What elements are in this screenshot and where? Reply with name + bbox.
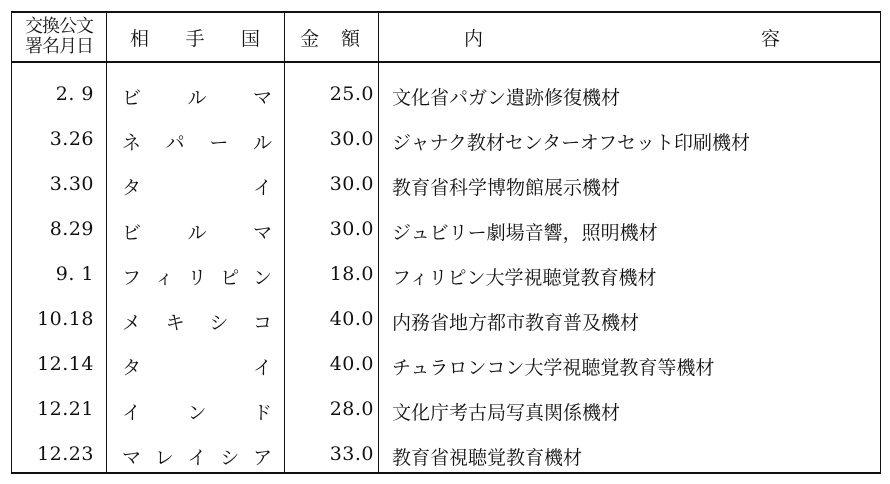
header-country	[108, 13, 284, 61]
row-country-char: マ	[122, 447, 142, 469]
header-date-line1: 交換公文	[25, 16, 93, 37]
row-country-char: ネ	[122, 132, 142, 154]
header-amount-char: 額	[340, 27, 360, 50]
table-row	[12, 116, 880, 161]
row-content: 文化庁考古局写真関係機材	[392, 402, 621, 424]
row-country-char: ビ	[122, 222, 142, 244]
row-date: 2. 9	[55, 83, 94, 105]
table-row	[12, 161, 880, 206]
row-country-char: レ	[154, 447, 174, 469]
row-amount: 40.0	[329, 353, 374, 375]
header-content	[380, 13, 880, 61]
table-row	[12, 71, 880, 116]
row-content: フィリピン大学視聴覚教育機材	[392, 267, 657, 289]
table-row	[12, 206, 880, 251]
row-country-char: フ	[122, 267, 142, 289]
header-amount-char: 金	[300, 27, 320, 50]
row-amount: 30.0	[329, 173, 374, 195]
table-row	[12, 431, 880, 476]
row-amount: 30.0	[329, 218, 374, 240]
grant-table	[11, 11, 881, 474]
row-country-char: タ	[122, 177, 142, 199]
row-country-char: ル	[252, 132, 272, 154]
header-country-char: 国	[240, 27, 260, 50]
row-country-char: タ	[122, 357, 142, 379]
header-content-char: 内	[464, 27, 484, 50]
row-content: 教育省視聴覚教育機材	[392, 447, 583, 469]
row-date: 8.29	[49, 218, 94, 240]
row-country-char: メ	[122, 312, 142, 334]
row-amount: 28.0	[329, 398, 374, 420]
row-content: ジャナク教材センターオフセット印刷機材	[392, 132, 750, 154]
header-content-char: 容	[760, 27, 780, 50]
row-content: 教育省科学博物館展示機材	[392, 177, 621, 199]
row-country-char: ピ	[220, 267, 240, 289]
table-row	[12, 251, 880, 296]
header-date	[12, 13, 106, 61]
row-country-char: イ	[252, 357, 272, 379]
row-country-char: シ	[209, 312, 229, 334]
row-country-char: ビ	[122, 87, 142, 109]
row-country-char: ン	[187, 402, 207, 424]
row-country-char: ア	[252, 447, 272, 469]
row-date: 3.30	[49, 173, 94, 195]
row-country	[122, 173, 272, 200]
row-date: 12.21	[37, 398, 94, 420]
row-amount: 40.0	[329, 308, 374, 330]
row-country-char: ー	[209, 132, 229, 154]
row-amount: 18.0	[329, 263, 374, 285]
row-country	[122, 218, 272, 245]
table-header	[12, 13, 880, 63]
row-country	[122, 83, 272, 110]
row-country-char: ル	[187, 222, 207, 244]
row-date: 10.18	[37, 308, 94, 330]
row-country-char: シ	[220, 447, 240, 469]
row-country	[122, 128, 272, 155]
row-date: 12.23	[37, 443, 94, 465]
row-content: ジュビリー劇場音響，照明機材	[392, 222, 658, 244]
row-content: 内務省地方都市教育普及機材	[392, 312, 640, 334]
row-date: 9. 1	[55, 263, 94, 285]
table-row	[12, 341, 880, 386]
row-country-char: イ	[252, 177, 272, 199]
row-content: チュラロンコン大学視聴覚教育等機材	[392, 357, 715, 379]
row-country-char: ン	[252, 267, 272, 289]
header-country-char: 相	[130, 27, 150, 50]
row-country-char: ル	[187, 87, 207, 109]
header-date-line2: 署名月日	[25, 36, 93, 57]
row-country-char: ド	[252, 402, 272, 424]
row-country-char: マ	[252, 87, 272, 109]
header-amount	[286, 13, 378, 61]
table-row	[12, 386, 880, 431]
row-date: 3.26	[49, 128, 94, 150]
row-country-char: マ	[252, 222, 272, 244]
row-country-char: リ	[187, 267, 207, 289]
row-amount: 25.0	[329, 83, 374, 105]
row-amount: 30.0	[329, 128, 374, 150]
table-row	[12, 296, 880, 341]
row-country-char: ィ	[154, 267, 174, 289]
row-country-char: キ	[165, 312, 185, 334]
row-amount: 33.0	[329, 443, 374, 465]
row-country-char: コ	[252, 312, 272, 334]
row-country	[122, 308, 272, 335]
row-country	[122, 443, 272, 470]
row-date: 12.14	[37, 353, 94, 375]
row-country	[122, 398, 272, 425]
header-country-char: 手	[185, 27, 205, 50]
table-body	[12, 71, 880, 476]
row-content: 文化省パガン遺跡修復機材	[392, 87, 621, 109]
row-country	[122, 353, 272, 380]
row-country-char: イ	[122, 402, 142, 424]
row-country-char: イ	[187, 447, 207, 469]
row-country	[122, 263, 272, 290]
row-country-char: パ	[165, 132, 185, 154]
